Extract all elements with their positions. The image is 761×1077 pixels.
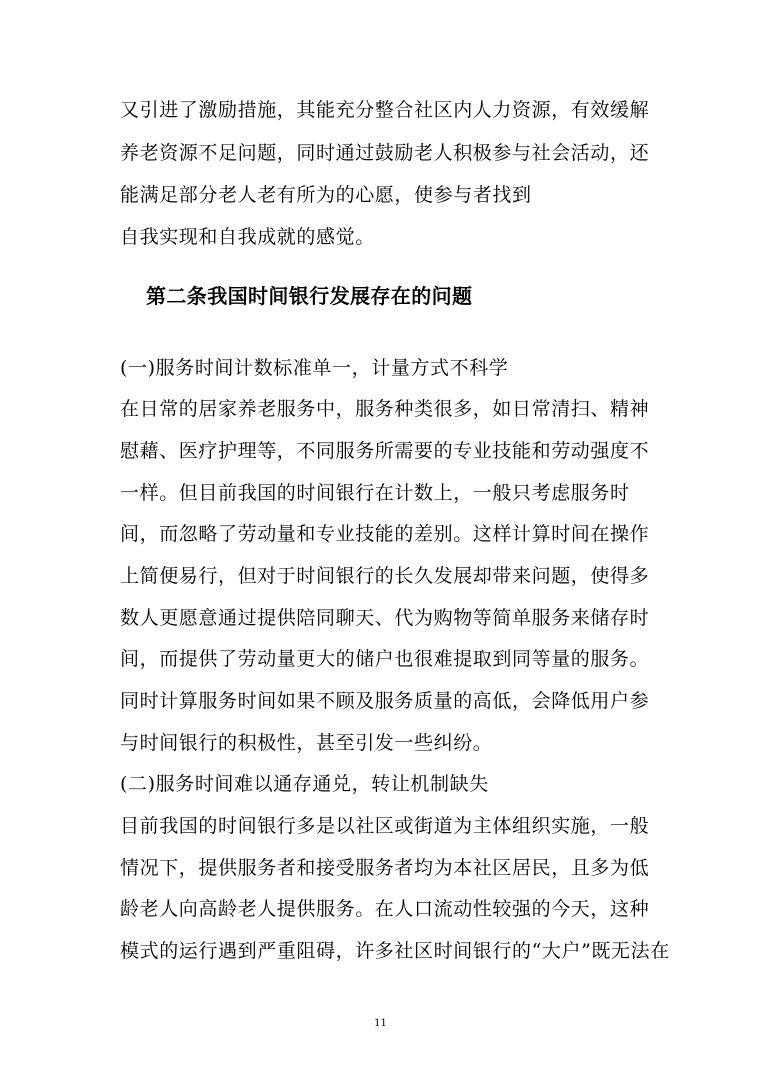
text-line: 一样。但目前我国的时间银行在计数上，一般只考虑服务时 xyxy=(120,482,630,504)
text-line: 慰藉、医疗护理等，不同服务所需要的专业技能和劳动强度不 xyxy=(120,440,650,462)
text-line: 养老资源不足问题，同时通过鼓励老人积极参与社会活动，还 xyxy=(120,142,650,164)
text-line: 能满足部分老人老有所为的心愿，使参与者找到 xyxy=(120,184,532,206)
text-line: 同时计算服务时间如果不顾及服务质量的高低，会降低用户参 xyxy=(120,690,650,712)
text-line: 上简便易行，但对于时间银行的长久发展却带来问题，使得多 xyxy=(120,565,650,587)
text-line: 在日常的居家养老服务中，服务种类很多，如日常清扫、精神 xyxy=(120,398,650,420)
text-line: 又引进了激励措施，其能充分整合社区内人力资源，有效缓解 xyxy=(120,99,650,121)
text-line: 与时间银行的积极性，甚至引发一些纠纷。 xyxy=(120,732,493,754)
page-number: 11 xyxy=(374,1018,387,1029)
text-line: 情况下，提供服务者和接受服务者均为本社区居民，且多为低 xyxy=(120,857,650,879)
text-line: 自我实现和自我成就的感觉。 xyxy=(120,226,375,248)
text-line: 目前我国的时间银行多是以社区或街道为主体组织实施，一般 xyxy=(120,815,650,837)
text-line: 间，而提供了劳动量更大的储户也很难提取到同等量的服务。 xyxy=(120,648,650,670)
text-line: 模式的运行遇到严重阻碍，许多社区时间银行的“大户”既无法在 xyxy=(120,940,670,962)
subsection-title: (二)服务时间难以通存通兑，转让机制缺失 xyxy=(120,773,489,795)
text-line: 龄老人向高龄老人提供服务。在人口流动性较强的今天，这种 xyxy=(120,898,650,920)
text-line: 间，而忽略了劳动量和专业技能的差别。这样计算时间在操作 xyxy=(120,523,650,545)
subsection-title: (一)服务时间计数标准单一，计量方式不科学 xyxy=(120,357,509,379)
section-heading: 第二条我国时间银行发展存在的问题 xyxy=(146,284,473,308)
text-line: 数人更愿意通过提供陪同聊天、代为购物等简单服务来储存时 xyxy=(120,607,650,629)
